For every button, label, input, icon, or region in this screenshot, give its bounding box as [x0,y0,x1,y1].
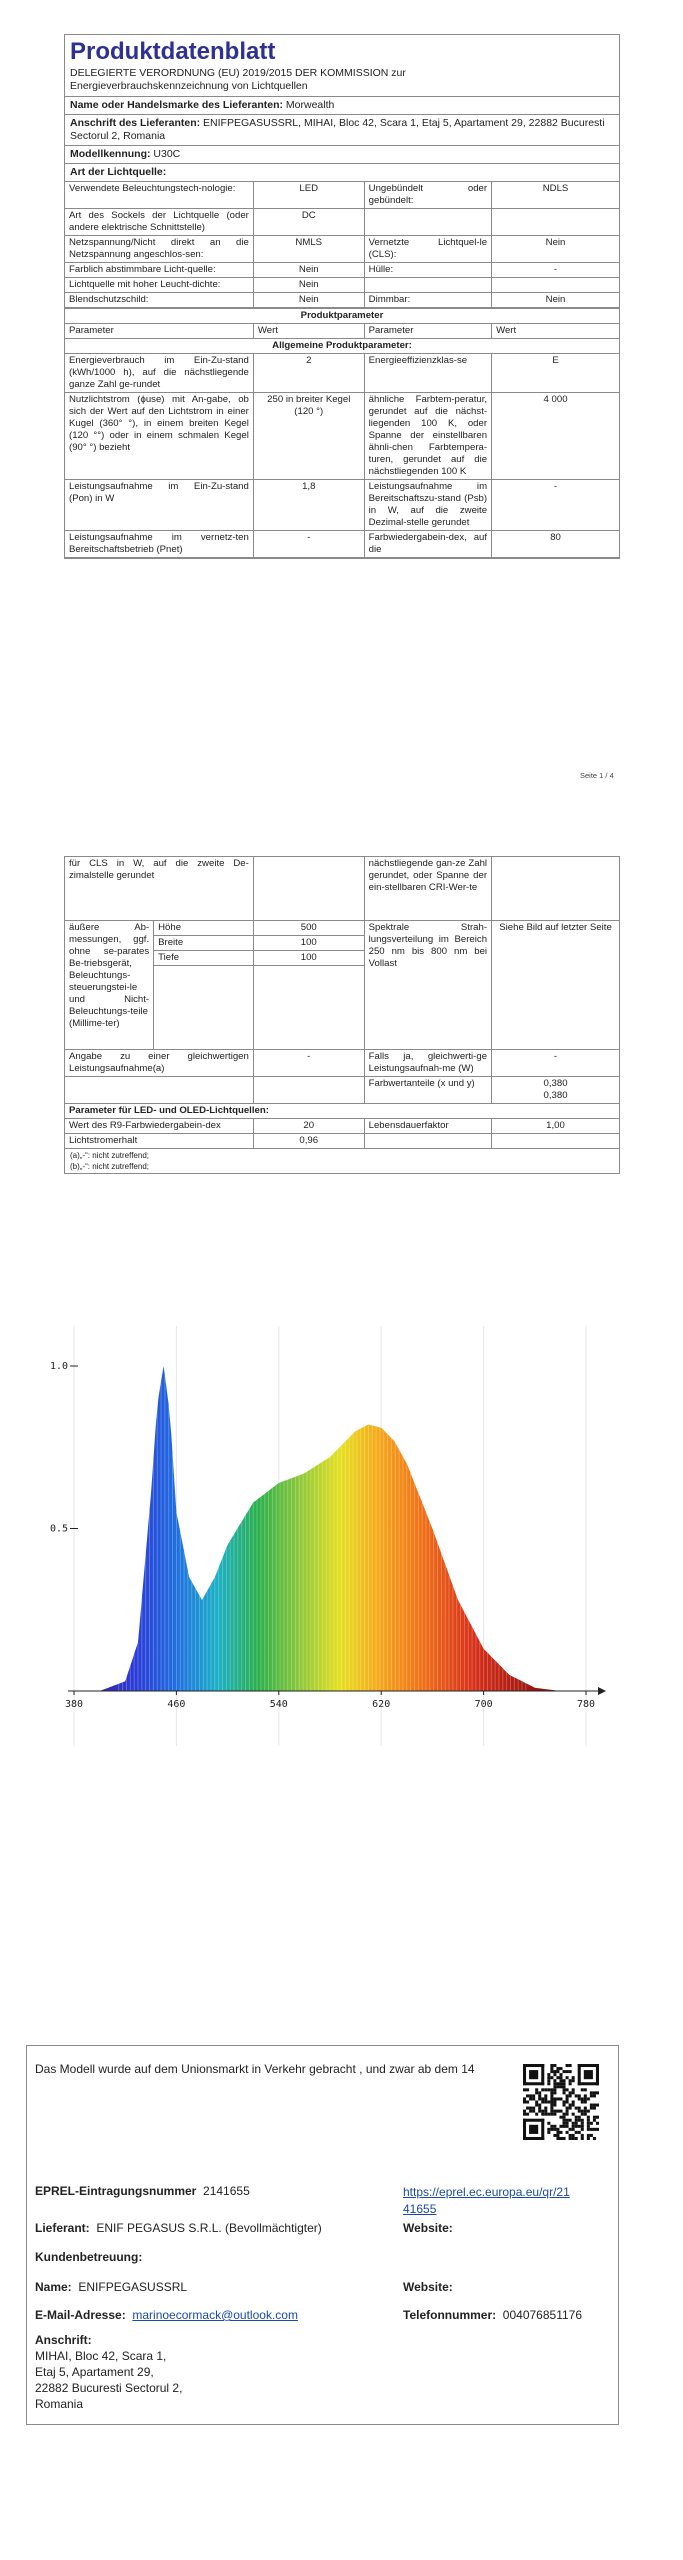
product-parameters-table [65,308,619,558]
table-row [65,354,619,393]
parameter-name: Verwendete Beleuchtungstech-nologie: [65,182,253,209]
led-parameters-title: Parameter für LED- und OLED-Lichtquellen: [65,1104,619,1119]
parameter-value: - [492,480,619,531]
parameter-value: E [492,354,619,393]
color-share-label: Farbwertanteile (x und y) [364,1077,491,1104]
page-number: Seite 1 / 4 [580,771,614,780]
datasheet-page-2 [64,856,620,1174]
light-source-type-table [65,181,619,308]
table-row [65,480,619,531]
dimension-value: 500 [253,921,364,936]
parameter-value: 20 [253,1119,364,1134]
table-row [65,1050,619,1077]
y-tick-label: 1.0 [49,1361,68,1372]
column-header-value: Wert [492,324,619,339]
supplier-brand-value: Morwealth [285,99,335,111]
parameters-column-header [65,324,619,339]
parameter-name: Falls ja, gleichwerti-ge Leistungsaufnah-me (W) [364,1050,491,1077]
phone-value: 004076851176 [502,2308,582,2322]
table-row [65,1077,619,1104]
email-label: E-Mail-Adresse: [35,2308,126,2322]
spectral-distribution-chart [40,1326,620,1746]
parameter-value: 1,8 [253,480,364,531]
address-line: 22882 Bucuresti Sectorul 2, [35,2381,183,2395]
table-row [65,531,619,558]
table-row [65,857,619,921]
parameter-name: Farbwiedergabein-dex, auf die [364,531,491,558]
table-row [65,209,619,236]
parameter-name: Lichtquelle mit hoher Leucht-dichte: [65,278,253,293]
parameter-value [492,1134,619,1149]
footnote: (a)„-“: nicht zutreffend; [70,1151,149,1160]
parameter-value: NDLS [492,182,619,209]
parameter-name: Farblich abstimmbare Licht-quelle: [65,263,253,278]
parameter-name: Lebensdauerfaktor [364,1119,491,1134]
light-source-type-label: Art der Lichtquelle: [70,166,167,178]
eprel-registration-label: EPREL-Eintragungsnummer [35,2184,197,2198]
table-row [65,293,619,308]
support-name-row [35,2280,187,2294]
parameter-value: 80 [492,531,619,558]
model-label: Modellkennung: [70,148,151,160]
parameter-name: Energieeffizienzklas-se [364,354,491,393]
parameter-value: - [492,1050,619,1077]
supplier-row [35,2221,322,2235]
color-share-values [492,1077,619,1104]
parameter-value [492,209,619,236]
table-row [65,1134,619,1149]
address-line: MIHAI, Bloc 42, Scara 1, [35,2349,167,2363]
subtitle-line-2: Energieverbrauchskennzeichnung von Lichtquellen [70,80,308,92]
supplier-address-row [65,114,619,145]
parameter-value: 2 [253,354,364,393]
supplier-brand-row [65,96,619,114]
parameter-name: Ungebündelt oder gebündelt: [364,182,491,209]
x-tick-label: 700 [474,1699,493,1710]
x-tick-label: 460 [167,1699,186,1710]
parameter-name: Dimmbar: [364,293,491,308]
eprel-url[interactable] [403,2184,570,2218]
spectrum-stripes [119,1376,526,1691]
phone-row [403,2308,582,2322]
website-label-2: Website: [403,2280,453,2294]
led-parameters-header [65,1104,619,1119]
parameter-value [253,1077,364,1104]
address-line: Romania [35,2397,84,2411]
light-source-type-row [65,163,619,181]
parameter-name: ähnliche Farbtem-peratur, gerundet auf die nächst-liegenden 100 K, oder Spanne der einstellbaren ähnli-chen Farbtempera-turen, gerundet auf die nächstliegenden 100 K [364,393,491,480]
color-share-x: 0,380 [543,1078,568,1089]
phone-label: Telefonnummer: [403,2308,497,2322]
eprel-info-box [26,2045,619,2425]
eprel-registration-value: 2141655 [203,2184,250,2198]
parameter-value: 0,96 [253,1134,364,1149]
dimension-value: 100 [253,951,364,966]
address-label: Anschrift: [35,2333,92,2347]
x-tick-label: 780 [576,1699,596,1710]
eprel-registration [35,2184,250,2198]
parameter-name: für CLS in W, auf die zweite De-zimalstelle gerundet [65,857,253,921]
x-tick-label: 540 [269,1699,288,1710]
support-name-value: ENIFPEGASUSSRL [78,2280,188,2294]
eprel-url-line-1[interactable]: https://eprel.ec.europa.eu/qr/21 [403,2185,570,2199]
parameter-value: DC [253,209,364,236]
x-axis-arrow [598,1687,606,1695]
x-tick-label: 620 [372,1699,391,1710]
parameter-name: Angabe zu einer gleichwertigen Leistungsaufnahme(a) [65,1050,253,1077]
parameter-value [492,857,619,921]
table-row [65,263,619,278]
supplier-address-label: Anschrift des Lieferanten: [70,117,201,129]
general-parameters-title: Allgemeine Produktparameter: [65,339,619,354]
supplier-label: Lieferant: [35,2221,90,2235]
dimension-name: Tiefe [154,951,254,966]
dimension-spacer [154,966,254,1050]
parameter-name: Leistungsaufnahme im Ein-Zu-stand (Pon) in W [65,480,253,531]
parameter-name: Lichtstromerhalt [65,1134,253,1149]
document-title: Produktdatenblatt [70,38,276,65]
parameter-name: Netzspannung/Nicht direkt an die Netzspannung angeschlos-sen: [65,236,253,263]
product-parameters-table-continued [65,856,619,1149]
table-row [65,236,619,263]
parameter-value: Nein [253,263,364,278]
footnotes [65,1149,619,1173]
parameter-name: Energieverbrauch im Ein-Zu-stand (kWh/1000 h), auf die nächstliegende ganze Zahl ge-rundet [65,354,253,393]
supplier-brand-label: Name oder Handelsmarke des Lieferanten: [70,99,283,111]
email-row [35,2308,298,2322]
table-row [65,278,619,293]
model-row [65,145,619,163]
address-block [35,2332,182,2412]
parameter-name: Hülle: [364,263,491,278]
parameter-value: - [253,1050,364,1077]
email-link[interactable]: marinoecormack@outlook.com [132,2308,298,2322]
dimension-name: Breite [154,936,254,951]
parameter-value: LED [253,182,364,209]
color-share-y: 0,380 [543,1090,568,1101]
parameter-value [492,278,619,293]
parameter-value: 1,00 [492,1119,619,1134]
parameter-value: - [492,263,619,278]
column-header-value: Wert [253,324,364,339]
parameter-value: 250 in breiter Kegel (120 °) [253,393,364,480]
table-row [65,921,619,936]
spectral-distribution-label: Spektrale Strah-lungsverteilung im Bereich 250 nm bis 800 nm bei Vollast [364,921,491,1050]
parameter-value [253,857,364,921]
parameter-value: Nein [492,236,619,263]
general-parameters-header [65,339,619,354]
table-row [65,393,619,480]
regulation-subtitle [65,67,619,96]
parameter-name: Wert des R9-Farbwiedergabein-dex [65,1119,253,1134]
dimension-value: 100 [253,936,364,951]
datasheet-page-1 [64,34,620,559]
supplier-address-value: ENIFPEGASUSSRL, MIHAI, Bloc 42, Scara 1, Etaj 5, Apartament 29, 22882 Bucuresti Sectorul 2, Romania [70,117,605,142]
parameter-value: NMLS [253,236,364,263]
website-label: Website: [403,2221,453,2235]
address-line: Etaj 5, Apartament 29, [35,2365,154,2379]
qr-code[interactable] [523,2064,599,2140]
dimension-spacer [253,966,364,1050]
customer-support-label: Kundenbetreuung: [35,2250,143,2264]
parameter-name [364,278,491,293]
parameter-name [364,1134,491,1149]
x-tick-label: 380 [64,1699,84,1710]
parameters-section-title: Produktparameter [65,309,619,324]
parameter-name: Blendschutzschild: [65,293,253,308]
table-row [65,182,619,209]
dimension-name: Höhe [154,921,254,936]
parameter-value: 4 000 [492,393,619,480]
parameter-name: Leistungsaufnahme im Bereitschaftszu-stand (Psb) in W, auf die zweite Dezimal-stelle gerundet [364,480,491,531]
parameter-value: Nein [253,293,364,308]
dimensions-label: äußere Ab-messungen, ggf. ohne se-parates Be-triebsgerät, Beleuchtungs-steuerungstei-le und Nicht-Beleuchtungs-teile (Millime-ter) [65,921,154,1050]
parameter-name [65,1077,253,1104]
parameter-name: Art des Sockels der Lichtquelle (oder andere elektrische Schnittstelle) [65,209,253,236]
subtitle-line-1: DELEGIERTE VERORDNUNG (EU) 2019/2015 DER KOMMISSION zur [70,67,406,79]
table-row [65,1119,619,1134]
parameters-section-header [65,309,619,324]
parameter-value: - [253,531,364,558]
eprel-url-line-2[interactable]: 41655 [403,2202,437,2216]
footnote: (b)„-“: nicht zutreffend; [70,1162,149,1171]
parameter-name: Vernetzte Lichtquel-le (CLS): [364,236,491,263]
parameter-name [364,209,491,236]
column-header-parameter: Parameter [364,324,491,339]
parameter-name: Nutzlichtstrom (ϕuse) mit An-gabe, ob sich der Wert auf den Lichtstrom in einer Kugel (360° °), in einem breiten Kegel (120 °°) oder in einem schmalen Kegel (90° °) bezieht [65,393,253,480]
spectral-distribution-value: Siehe Bild auf letzter Seite [492,921,619,1050]
parameter-name: Leistungsaufnahme im vernetz-ten Bereitschaftsbetrieb (Pnet) [65,531,253,558]
column-header-parameter: Parameter [65,324,253,339]
parameter-value: Nein [253,278,364,293]
parameter-value: Nein [492,293,619,308]
support-name-label: Name: [35,2280,72,2294]
model-value: U30C [153,148,181,160]
supplier-value: ENIF PEGASUS S.R.L. (Bevollmächtigter) [96,2221,322,2235]
y-tick-label: 0.5 [49,1523,68,1535]
market-placement-note: Das Modell wurde auf dem Unionsmarkt in Verkehr gebracht , und zwar ab dem 14 [35,2062,475,2076]
parameter-name: nächstliegende gan-ze Zahl gerundet, oder Spanne der ein-stellbaren CRI-Wer-te [364,857,491,921]
